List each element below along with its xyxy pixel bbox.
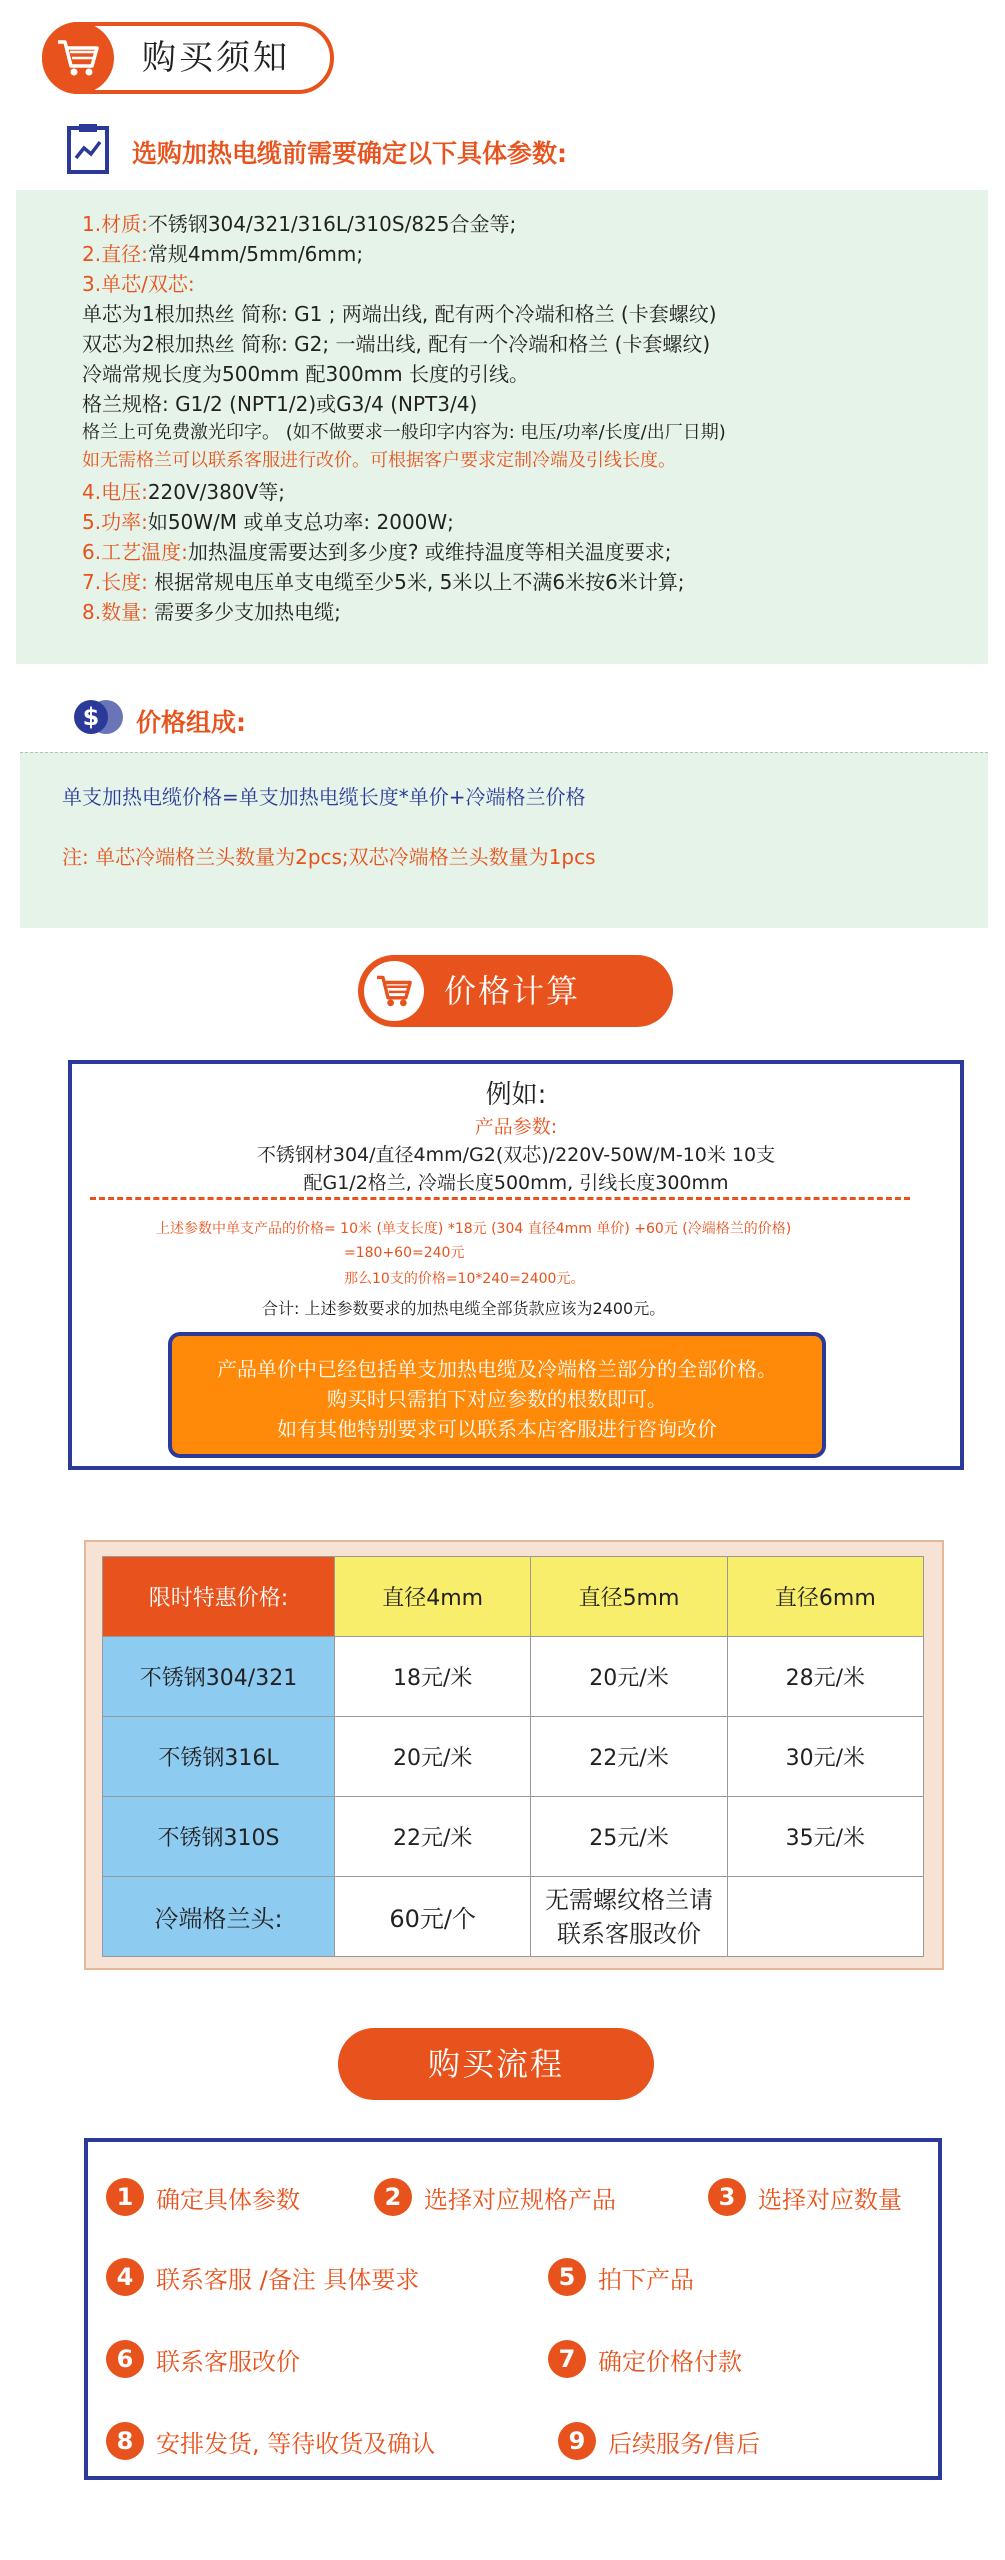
param-line: 冷端常规长度为500mm 配300mm 长度的引线。 [82, 362, 529, 386]
flow-step: 8 安排发货, 等待收货及确认 [106, 2422, 435, 2460]
param-line: 6.工艺温度:加热温度需要达到多少度? 或维持温度等相关温度要求; [82, 540, 672, 564]
price-table [102, 1556, 924, 1957]
purchase-notice-header [42, 22, 334, 94]
table-cell: 35元/米 [727, 1797, 923, 1877]
table-cell: 22元/米 [531, 1717, 727, 1797]
table-row [103, 1717, 924, 1797]
clipboard-chart-icon [66, 122, 110, 174]
calc-total: 合计: 上述参数要求的加热电缆全部货款应该为2400元。 [262, 1299, 666, 1318]
table-cell: 18元/米 [335, 1637, 531, 1717]
note-line: 产品单价中已经包括单支加热电缆及冷端格兰部分的全部价格。 [217, 1357, 777, 1381]
purchase-flow-header: 购买流程 [338, 2028, 654, 2100]
param-line-2: 配G1/2格兰, 冷端长度500mm, 引线长度300mm [303, 1172, 729, 1194]
row-header: 不锈钢310S [103, 1797, 335, 1877]
params-box [16, 190, 988, 664]
divider [90, 1197, 910, 1200]
flow-step: 3 选择对应数量 [708, 2178, 902, 2216]
params-heading: 选购加热电缆前需要确定以下具体参数: [132, 139, 567, 168]
row-header: 不锈钢304/321 [103, 1637, 335, 1717]
table-cell: 20元/米 [531, 1637, 727, 1717]
step-number-icon: 2 [374, 2178, 412, 2216]
step-number-icon: 9 [558, 2422, 596, 2460]
shopping-cart-icon [364, 961, 424, 1021]
purchase-flow-box [84, 2138, 942, 2480]
note-line: 如有其他特别要求可以联系本店客服进行咨询改价 [277, 1417, 717, 1441]
step-number-icon: 8 [106, 2422, 144, 2460]
step-number-icon: 1 [106, 2178, 144, 2216]
column-header: 直径4mm [335, 1557, 531, 1637]
param-line-1: 不锈钢材304/直径4mm/G2(双芯)/220V-50W/M-10米 10支 [256, 1144, 776, 1166]
note-line: 购买时只需拍下对应参数的根数即可。 [327, 1387, 667, 1411]
page-title: 购买须知 [142, 38, 290, 78]
calc-line-3: 那么10支的价格=10*240=2400元。 [344, 1271, 585, 1287]
param-line: 双芯为2根加热丝 简称: G2; 一端出线, 配有一个冷端和格兰 (卡套螺纹) [82, 332, 711, 356]
table-row [103, 1877, 924, 1957]
step-number-icon: 3 [708, 2178, 746, 2216]
param-line: 格兰上可免费激光印字。 (如不做要求一般印字内容为: 电压/功率/长度/出厂日期) [82, 422, 726, 443]
param-line: 格兰规格: G1/2 (NPT1/2)或G3/4 (NPT3/4) [82, 392, 478, 416]
price-formula: 单支加热电缆价格=单支加热电缆长度*单价+冷端格兰价格 [62, 785, 586, 809]
dollar-icon [72, 698, 128, 736]
shopping-cart-icon [42, 22, 114, 94]
table-cell: 22元/米 [335, 1797, 531, 1877]
param-line: 2.直径:常规4mm/5mm/6mm; [82, 242, 364, 266]
table-cell: 25元/米 [531, 1797, 727, 1877]
table-cell: 28元/米 [727, 1637, 923, 1717]
price-calc-header [358, 955, 673, 1027]
param-line: 8.数量: 需要多少支加热电缆; [82, 600, 341, 624]
price-box [20, 752, 988, 928]
column-header: 直径6mm [727, 1557, 923, 1637]
param-label: 产品参数: [474, 1116, 558, 1138]
flow-step: 9 后续服务/售后 [558, 2422, 760, 2460]
price-note: 注: 单芯冷端格兰头数量为2pcs;双芯冷端格兰头数量为1pcs [62, 845, 596, 869]
flow-step: 6 联系客服改价 [106, 2340, 300, 2378]
price-table-frame [84, 1540, 944, 1970]
param-line: 5.功率:如50W/M 或单支总功率: 2000W; [82, 510, 454, 534]
param-line: 7.长度: 根据常规电压单支电缆至少5米, 5米以上不满6米按6米计算; [82, 570, 685, 594]
row-header: 不锈钢316L [103, 1717, 335, 1797]
flow-step: 7 确定价格付款 [548, 2340, 742, 2378]
svg-text:$: $ [82, 703, 100, 731]
step-number-icon: 5 [548, 2258, 586, 2296]
example-title: 例如: [485, 1080, 547, 1110]
flow-step: 1 确定具体参数 [106, 2178, 300, 2216]
table-row [103, 1637, 924, 1717]
flow-step: 2 选择对应规格产品 [374, 2178, 616, 2216]
step-number-icon: 7 [548, 2340, 586, 2378]
flow-step: 4 联系客服 /备注 具体要求 [106, 2258, 419, 2296]
row-header: 冷端格兰头: [103, 1877, 335, 1957]
table-header-row [103, 1557, 924, 1637]
param-line: 1.材质:不锈钢304/321/316L/310S/825合金等; [82, 212, 517, 236]
price-heading: 价格组成: [136, 708, 246, 737]
calc-line-2: =180+60=240元 [344, 1245, 465, 1261]
table-cell: 20元/米 [335, 1717, 531, 1797]
param-line-red: 如无需格兰可以联系客服进行改价。可根据客户要求定制冷端及引线长度。 [82, 450, 676, 471]
param-line: 3.单芯/双芯: [82, 272, 195, 296]
column-header: 直径5mm [531, 1557, 727, 1637]
param-line: 4.电压:220V/380V等; [82, 480, 286, 504]
table-row [103, 1797, 924, 1877]
table-cell: 60元/个 [335, 1877, 531, 1957]
price-calc-title: 价格计算 [444, 972, 581, 1010]
price-note-box [168, 1332, 826, 1458]
table-cell [727, 1877, 923, 1957]
table-cell: 30元/米 [727, 1717, 923, 1797]
flow-step: 5 拍下产品 [548, 2258, 694, 2296]
calc-line-1: 上述参数中单支产品的价格= 10米 (单支长度) *18元 (304 直径4mm 单价) +60元 (冷端格兰的价格) [156, 1221, 792, 1237]
step-number-icon: 6 [106, 2340, 144, 2378]
table-corner: 限时特惠价格: [103, 1557, 335, 1637]
param-line: 单芯为1根加热丝 简称: G1 ; 两端出线, 配有两个冷端和格兰 (卡套螺纹) [82, 302, 717, 326]
table-cell: 无需螺纹格兰请 联系客服改价 [531, 1877, 727, 1957]
step-number-icon: 4 [106, 2258, 144, 2296]
